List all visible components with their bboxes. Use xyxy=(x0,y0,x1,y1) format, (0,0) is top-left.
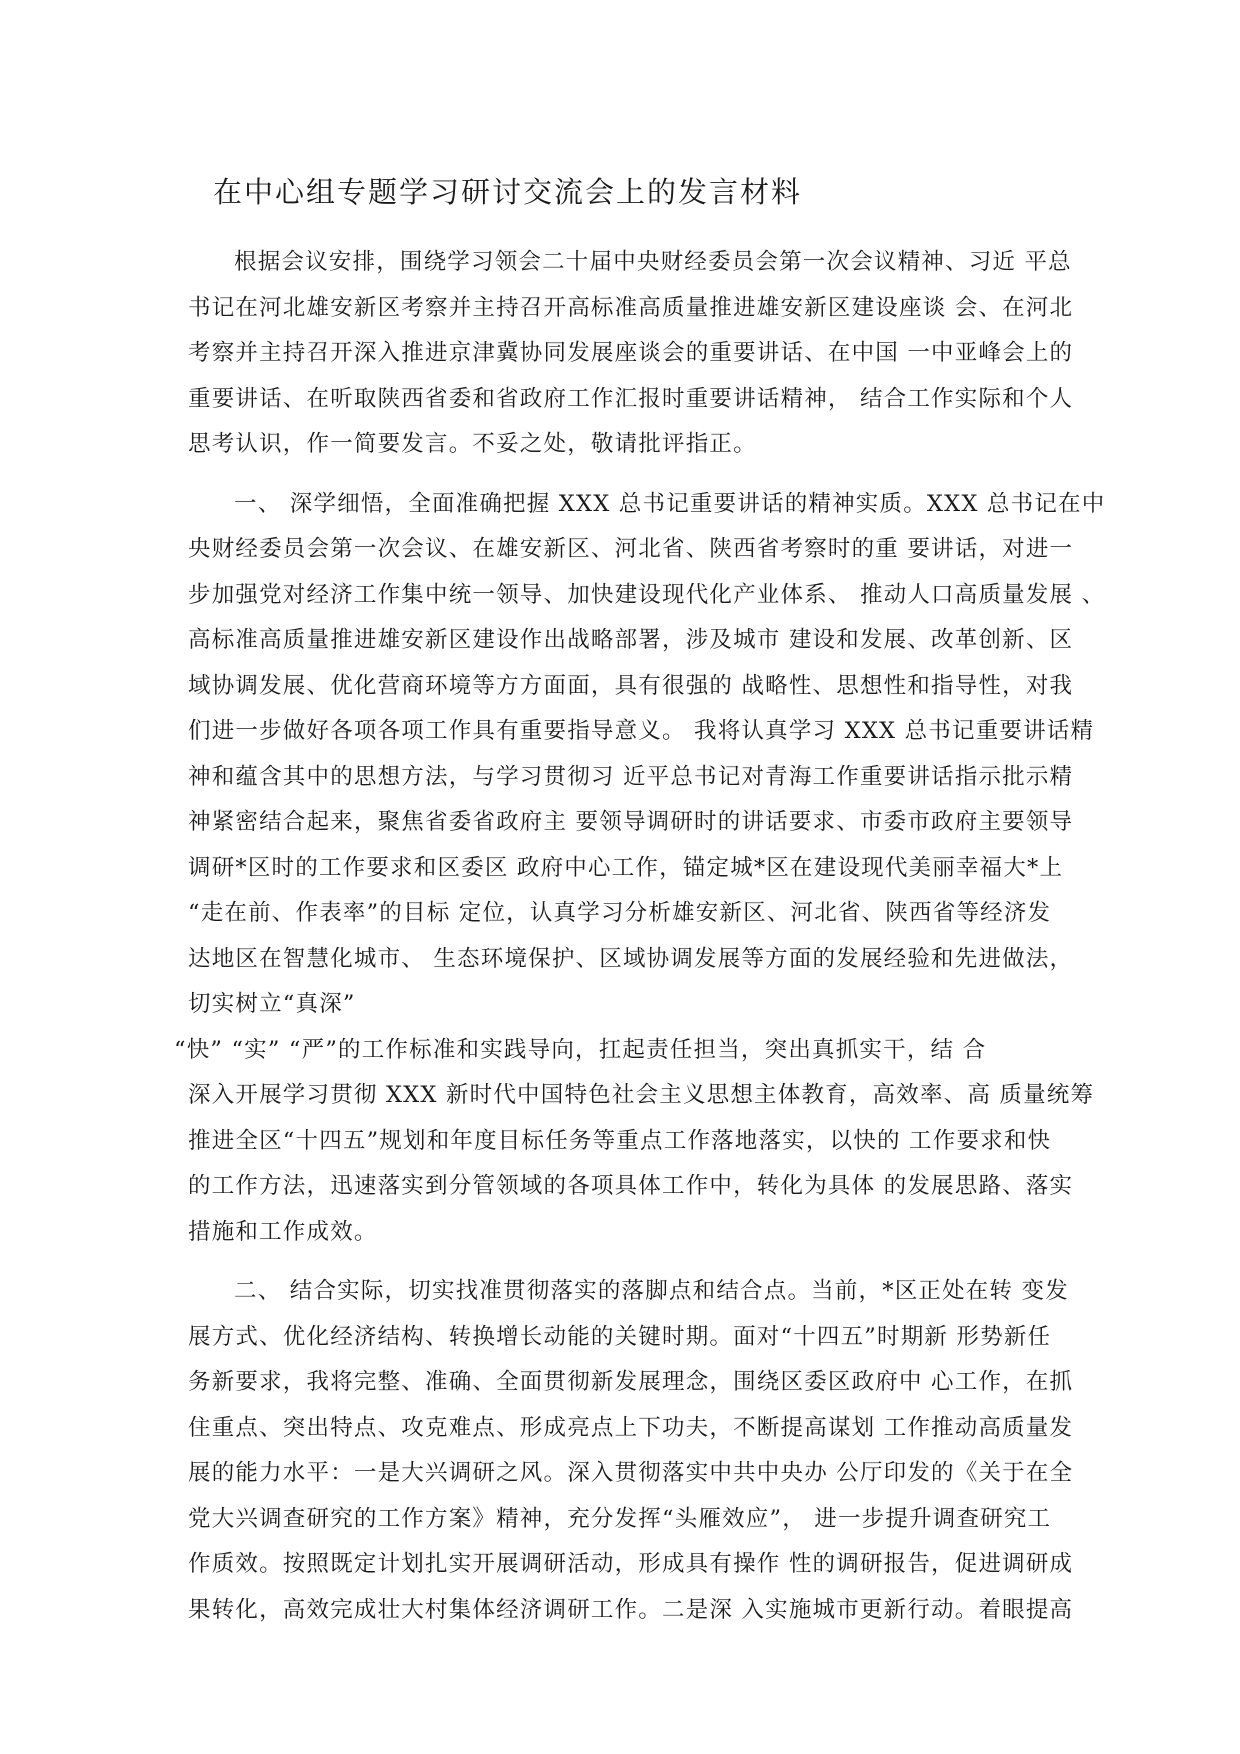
document-title: 在中心组专题学习研讨交流会上的发言材料 xyxy=(213,175,803,209)
paragraph-1 xyxy=(188,240,1074,468)
text-line: 住重点、突出特点、攻克难点、形成亮点上下功夫，不断提高谋划 工作推动高质量发 xyxy=(188,1414,1074,1441)
text-line: 果转化，高效完成壮大村集体经济调研工作。二是深 入实施城市更新行动。着眼提高 xyxy=(188,1596,1074,1623)
text-line: 步加强党对经济工作集中统一领导、加快建设现代化产业体系、 推动人口高质量发展 、 xyxy=(188,581,1106,608)
text-line: 推进全区“十四五”规划和年度目标任务等重点工作落地落实，以快的 工作要求和快 xyxy=(188,1127,1052,1154)
text-line: 务新要求，我将完整、准确、全面贯彻新发展理念，围绕区委区政府中 心工作，在抓 xyxy=(188,1369,1074,1395)
text-line: 一、 深学细悟，全面准确把握 XXX 总书记重要讲话的精神实质。XXX 总书记在中 xyxy=(234,490,1106,517)
text-line: 神紧密结合起来，聚焦省委省政府主 要领导调研时的讲话要求、市委市政府主要领导 xyxy=(188,809,1074,835)
text-line: 作质效。按照既定计划扎实开展调研活动，形成具有操作 性的调研报告，促进调研成 xyxy=(188,1551,1074,1577)
paragraph-2 xyxy=(188,482,1106,1028)
text-line: “快” “实” “严”的工作标准和实践导向，扛起责任担当，突出真抓实干，结 合 xyxy=(174,1036,987,1063)
text-line: 切实树立“真深” xyxy=(188,991,356,1017)
text-line: 措施和工作成效。 xyxy=(188,1218,378,1245)
text-line: 思考认识，作一简要发言。不妥之处，敬请批评指正。 xyxy=(188,431,757,457)
text-line: 二、 结合实际，切实找准贯彻落实的落脚点和结合点。当前，*区正处在转 变发 xyxy=(234,1278,1069,1304)
document-body xyxy=(174,240,1106,1633)
text-line: 达地区在智慧化城市、 生态环境保护、区域协调发展等方面的发展经验和先进做法， xyxy=(188,945,1074,972)
paragraph-3 xyxy=(174,1028,1095,1256)
text-line: 考察并主持召开深入推进京津冀协同发展座谈会的重要讲话、在中国 一中亚峰会上的 xyxy=(188,340,1074,366)
text-line: 高标准高质量推进雄安新区建设作出战略部署，涉及城市 建设和发展、改革创新、区 xyxy=(188,627,1074,653)
text-line: 党大兴调查研究的工作方案》精神，充分发挥“头雁效应”， 进一步提升调查研究工 xyxy=(188,1505,1052,1532)
text-line: 根据会议安排，围绕学习领会二十届中央财经委员会第一次会议精神、习近 平总 xyxy=(234,249,1072,275)
text-line: 深入开展学习贯彻 XXX 新时代中国特色社会主义思想主体教育，高效率、高 质量统筹 xyxy=(188,1082,1095,1108)
text-line: 的工作方法，迅速落实到分管领域的各项具体工作中，转化为具体 的发展思路、落实 xyxy=(188,1173,1074,1199)
text-line: 书记在河北雄安新区考察并主持召开高标准高质量推进雄安新区建设座谈 会、在河北 xyxy=(188,294,1074,321)
paragraph-4 xyxy=(188,1269,1074,1633)
text-line: “走在前、作表率”的目标 定位，认真学习分析雄安新区、河北省、陕西省等经济发 xyxy=(188,900,1052,926)
text-line: 神和蕴含其中的思想方法，与学习贯彻习 近平总书记对青海工作重要讲话指示批示精 xyxy=(188,763,1074,790)
text-line: 域协调发展、优化营商环境等方方面面，具有很强的 战略性、思想性和指导性，对我 xyxy=(188,672,1074,699)
text-line: 展方式、优化经济结构、转换增长动能的关键时期。面对“十四五”时期新 形势新任 xyxy=(188,1323,1052,1350)
text-line: 展的能力水平：一是大兴调研之风。深入贯彻落实中共中央办 公厅印发的《关于在全 xyxy=(188,1460,1074,1486)
text-line: 们进一步做好各项各项工作具有重要指导意义。 我将认真学习 XXX 总书记重要讲话精 xyxy=(188,718,1095,744)
text-line: 调研*区时的工作要求和区委区 政府中心工作，锚定城*区在建设现代美丽幸福大*上 xyxy=(188,854,1064,881)
text-line: 重要讲话、在听取陕西省委和省政府工作汇报时重要讲话精神， 结合工作实际和个人 xyxy=(188,385,1074,412)
text-line: 央财经委员会第一次会议、在雄安新区、河北省、陕西省考察时的重 要讲话，对进一 xyxy=(188,536,1074,562)
